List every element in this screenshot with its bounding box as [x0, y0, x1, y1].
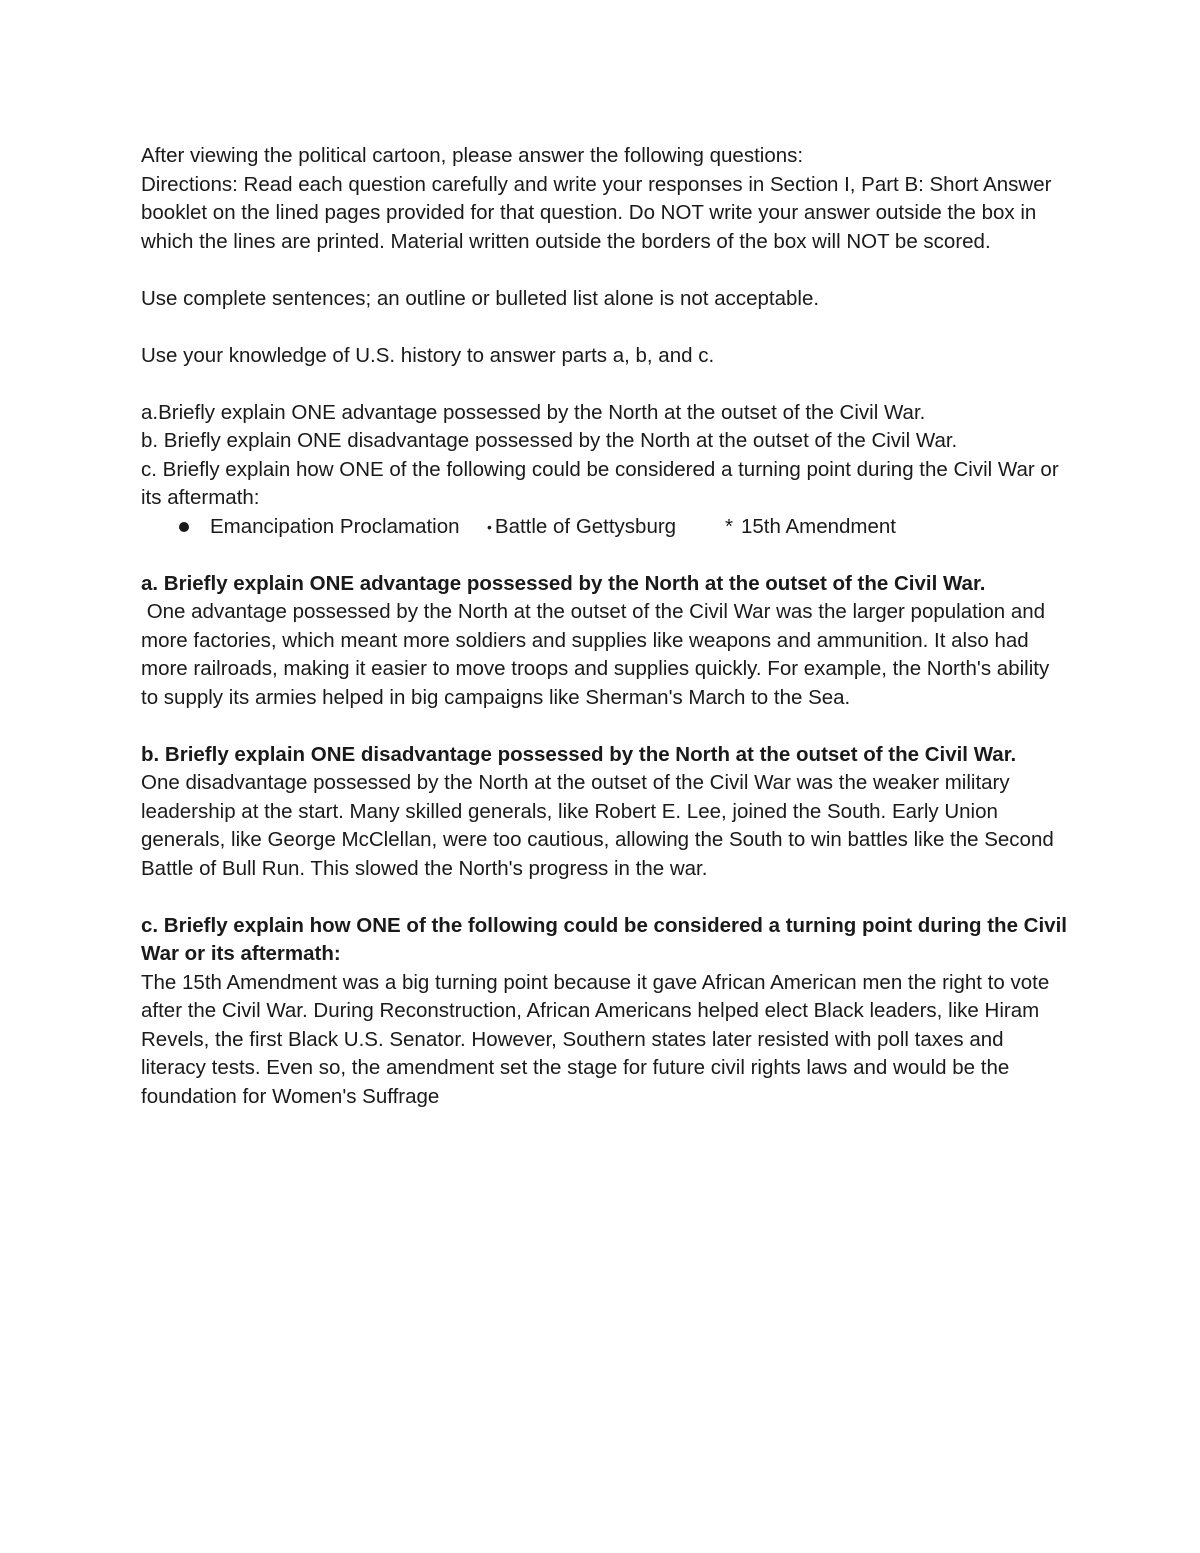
spacer: [141, 541, 1071, 570]
answer-a-heading: a. Briefly explain ONE advantage possessed by the North at the outset of the Civil War.: [141, 571, 986, 595]
directions-paragraph: Directions: Read each question carefully and write your responses in Section I, Part B: Short Answer booklet on the lined pages provided for that question. Do NOT write your answer outside the box in which the lines are printed. Material written outside the borders of the box will NOT be scored.: [141, 172, 1052, 253]
prompt-a: a.Briefly explain ONE advantage possessed by the North at the outset of the Civil War.: [141, 400, 926, 424]
prompt-b: b. Briefly explain ONE disadvantage possessed by the North at the outset of the Civil War.: [141, 429, 958, 452]
choice-label: Battle of Gettysburg: [494, 514, 677, 538]
answer-b-heading: b. Briefly explain ONE disadvantage possessed by the North at the outset of the Civil War.: [141, 742, 1017, 766]
prompt-c: c. Briefly explain how ONE of the following could be considered a turning point during the Civil War or its aftermath:: [141, 457, 1059, 509]
choice-label: 15th Amendment: [740, 514, 896, 538]
choice-item: [487, 513, 725, 542]
document-page: [141, 142, 1071, 1111]
complete-sentences-note: Use complete sentences; an outline or bulleted list alone is not acceptable.: [141, 286, 820, 310]
answer-b-body: One disadvantage possessed by the North at the outset of the Civil War was the weaker military leadership at the start. Many skilled generals, like Robert E. Lee, joined the South. Early Union generals, like George McClellan, were too cautious, allowing the South to win battles like the Second Battle of Bull Run. This slowed the North's progress in the war.: [141, 771, 1054, 880]
spacer: [141, 883, 1071, 912]
answer-c-body: The 15th Amendment was a big turning point because it gave African American men the right to vote after the Civil War. During Reconstruction, African Americans helped elect Black leaders, like Hiram Revels, the first Black U.S. Senator. However, Southern states later resisted with poll taxes and literacy tests. Even so, the amendment set the stage for future civil rights laws and would be the foundation for Women's Suffrage: [141, 970, 1050, 1108]
choice-label: Emancipation Proclamation: [210, 514, 460, 538]
answer-c-heading: c. Briefly explain how ONE of the following could be considered a turning point during the Civil War or its aftermath:: [141, 913, 1067, 965]
bullet-marker: •: [487, 518, 492, 535]
answer-a-body: One advantage possessed by the North at the outset of the Civil War was the larger population and more factories, which meant more soldiers and supplies like weapons and ammunition. It also had more railroads, making it easier to move troops and supplies quickly. For example, the North's ability to supply its armies helped in big campaigns like Sherman's March to the Sea.: [141, 600, 1055, 709]
spacer: [141, 313, 1071, 342]
bullet-icon: [179, 522, 189, 532]
choice-item: [725, 513, 896, 542]
asterisk-marker: *: [725, 514, 733, 538]
choice-item: [179, 513, 487, 542]
spacer: [141, 712, 1071, 741]
spacer: [141, 256, 1071, 285]
intro-line: After viewing the political cartoon, please answer the following questions:: [141, 144, 804, 167]
spacer: [141, 370, 1071, 399]
knowledge-note: Use your knowledge of U.S. history to answer parts a, b, and c.: [141, 343, 715, 367]
turning-point-choices: [141, 513, 1071, 542]
